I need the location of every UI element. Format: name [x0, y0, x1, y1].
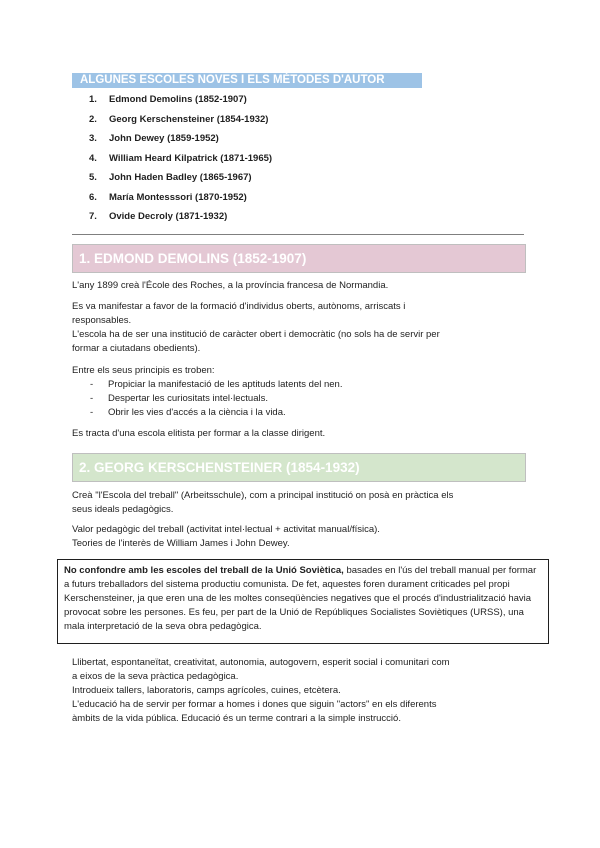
- page-heading: ALGUNES ESCOLES NOVES I ELS MÈTODES D'AUTOR: [72, 73, 422, 88]
- note-bold-text: No confondre amb les escoles del treball de la Unió Soviètica,: [64, 565, 344, 576]
- list-item: 1. Edmond Demolins (1852-1907): [89, 94, 247, 105]
- list-item: 3. John Dewey (1859-1952): [89, 133, 219, 144]
- list-item: 2. Georg Kerschensteiner (1854-1932): [89, 113, 269, 125]
- paragraph: Valor pedagògic del treball (activitat intel·lectual + activitat manual/física).: [72, 524, 380, 535]
- principles-list: [90, 378, 342, 420]
- paragraph: a eixos de la seva pràctica pedagògica.: [72, 671, 239, 682]
- list-item: - Propiciar la manifestació de les aptituds latents del nen.: [90, 379, 343, 390]
- paragraph: àmbits de la vida pública. Educació és un terme contrari a la simple instrucció.: [72, 713, 401, 724]
- divider: [72, 234, 524, 235]
- paragraph: seus ideals pedagògics.: [72, 504, 174, 515]
- paragraph: L'escola ha de ser una institució de caràcter obert i democràtic (no sols ha de servir per: [72, 329, 440, 340]
- note-box: [57, 559, 549, 644]
- paragraph: Es tracta d'una escola elitista per formar a la classe dirigent.: [72, 428, 326, 439]
- list-item: 7. Ovide Decroly (1871-1932): [89, 211, 228, 222]
- paragraph: L'educació ha de servir per formar a homes i dones que siguin "actors" en els diferents: [72, 699, 437, 710]
- list-item: 4. William Heard Kilpatrick (1871-1965): [89, 152, 273, 164]
- paragraph: Es va manifestar a favor de la formació d'individus oberts, autònoms, arriscats i: [72, 301, 406, 312]
- section-1-heading: 1. EDMOND DEMOLINS (1852-1907): [72, 244, 526, 273]
- paragraph: Introdueix tallers, laboratoris, camps agrícoles, cuines, etcètera.: [72, 685, 341, 696]
- list-item: 5. John Haden Badley (1865-1967): [89, 172, 252, 183]
- paragraph: formar a ciutadans obedients).: [72, 343, 201, 354]
- paragraph: Llibertat, espontaneïtat, creativitat, autonomia, autogovern, esperit social i comunitari com: [72, 657, 450, 668]
- paragraph: Teories de l'interès de William James i John Dewey.: [72, 538, 290, 549]
- paragraph: Creà "l'Escola del treball" (Arbeitsschule), com a principal institució on posà en pràctica els: [72, 490, 454, 501]
- section-2-heading: 2. GEORG KERSCHENSTEINER (1854-1932): [72, 453, 526, 482]
- authors-list: [89, 93, 272, 230]
- list-item: 6. María Montesssori (1870-1952): [89, 191, 247, 203]
- paragraph: responsables.: [72, 315, 132, 326]
- note-text: basades en l'ús del treball manual per formar a futurs treballadors del sistema productiu comunista. De fet, aquestes foren durament criticades pel propi Kerschensteiner, ja que eren una de les moltes conseqüències negatives que el procés d'industrialització havia provocat sobre les persones. Es feu, per part de la Unió de Repúbliques Socialistes Soviètiques (URSS), una mala interpretació de la seva obra pedagògica.: [64, 565, 537, 632]
- paragraph: Entre els seus principis es troben:: [72, 365, 215, 376]
- list-item: - Despertar les curiositats intel·lectuals.: [90, 393, 268, 404]
- paragraph: L'any 1899 creà l'École des Roches, a la província francesa de Normandia.: [72, 280, 389, 291]
- list-item: - Obrir les vies d'accés a la ciència i la vida.: [90, 407, 286, 418]
